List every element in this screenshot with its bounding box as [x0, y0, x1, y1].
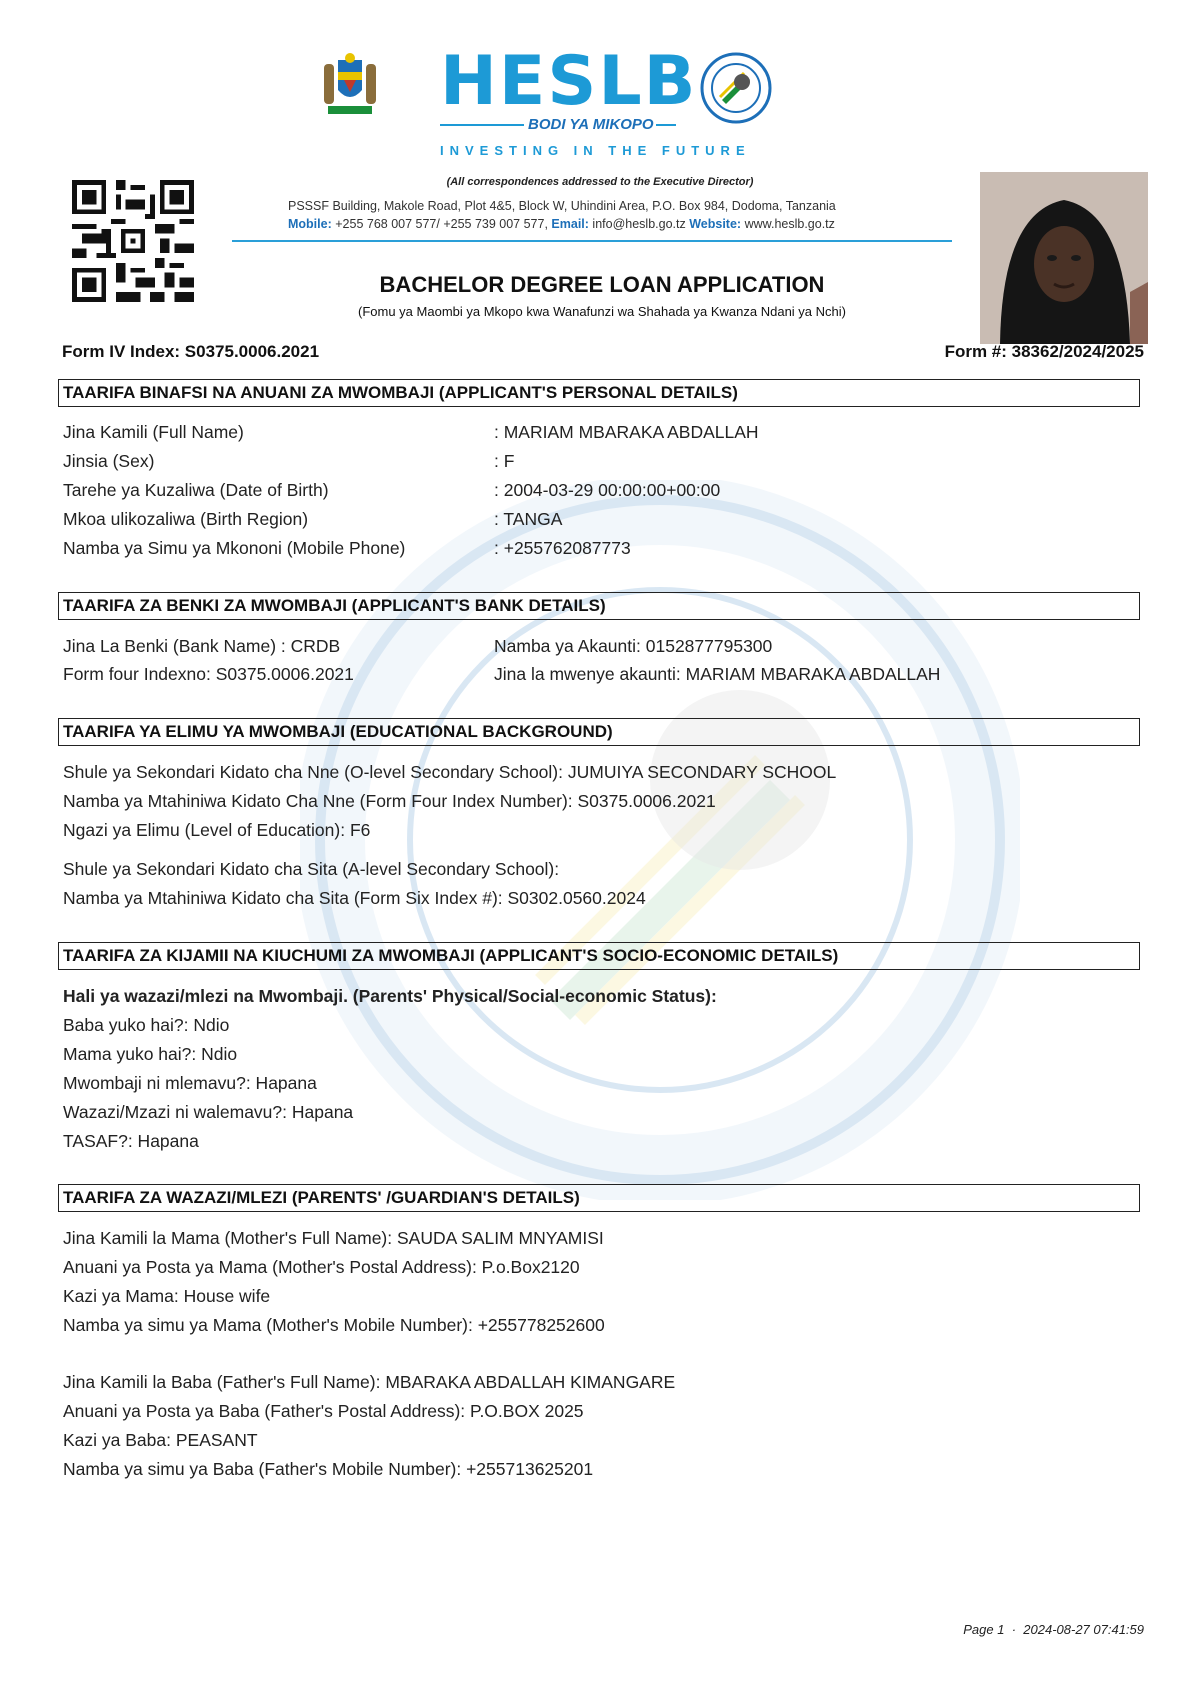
birth-region-value: : TANGA — [494, 509, 563, 529]
print-timestamp: 2024-08-27 07:41:59 — [1023, 1622, 1144, 1637]
logo-subtext: BODI YA MIKOPO — [528, 116, 654, 133]
father-mobile: Namba ya simu ya Baba (Father's Mobile Number): +255713625201 — [63, 1459, 594, 1479]
mother-full-name: Jina Kamili la Mama (Mother's Full Name): SAUDA SALIM MNYAMISI — [63, 1228, 604, 1248]
dob-label: Tarehe ya Kuzaliwa (Date of Birth) — [63, 480, 329, 500]
mother-alive: Mama yuko hai?: Ndio — [63, 1044, 238, 1064]
father-alive: Baba yuko hai?: Ndio — [63, 1015, 230, 1035]
contact-line — [288, 217, 835, 231]
correspondence-note: (All correspondences addressed to the Executive Director) — [446, 176, 754, 188]
seal-logo-icon — [700, 52, 772, 124]
section-socio-economic: TAARIFA ZA KIJAMII NA KIUCHUMI ZA MWOMBAJI (APPLICANT'S SOCIO-ECONOMIC DETAILS) — [58, 942, 1140, 970]
account-holder: Jina la mwenye akaunti: MARIAM MBARAKA ABDALLAH — [494, 664, 941, 684]
applicant-disabled: Mwombaji ni mlemavu?: Hapana — [63, 1073, 317, 1093]
section-bank-details: TAARIFA ZA BENKI ZA MWOMBAJI (APPLICANT'S BANK DETAILS) — [58, 592, 1140, 620]
bank-indexno: Form four Indexno: S0375.0006.2021 — [63, 664, 354, 684]
olevel-school: Shule ya Sekondari Kidato cha Nne (O-level Secondary School): JUMUIYA SECONDARY SCHOOL — [63, 762, 837, 782]
mobile-phone-label: Namba ya Simu ya Mkononi (Mobile Phone) — [63, 538, 406, 558]
form-six-index: Namba ya Mtahiniwa Kidato cha Sita (Form Six Index #): S0302.0560.2024 — [63, 888, 646, 908]
birth-region-label: Mkoa ulikozaliwa (Birth Region) — [63, 509, 309, 529]
father-full-name: Jina Kamili la Baba (Father's Full Name): MBARAKA ABDALLAH KIMANGARE — [63, 1372, 676, 1392]
socio-subheading: Hali ya wazazi/mlezi na Mwombaji. (Parents' Physical/Social-economic Status): — [63, 986, 717, 1006]
form-number: Form #: 38362/2024/2025 — [944, 342, 1144, 361]
tagline: INVESTING IN THE FUTURE — [440, 143, 751, 158]
alevel-school: Shule ya Sekondari Kidato cha Sita (A-level Secondary School): — [63, 859, 560, 879]
mother-mobile: Namba ya simu ya Mama (Mother's Mobile Number): +255778252600 — [63, 1315, 605, 1335]
bank-name: Jina La Benki (Bank Name) : CRDB — [63, 636, 341, 656]
form-subtitle: (Fomu ya Maombi ya Mkopo kwa Wanafunzi wa Shahada ya Kwanza Ndani ya Nchi) — [358, 304, 846, 319]
heslb-logo: HESLB — [440, 42, 698, 121]
section-parents: TAARIFA ZA WAZAZI/MLEZI (PARENTS' /GUARDIAN'S DETAILS) — [58, 1184, 1140, 1212]
tasaf-status: TASAF?: Hapana — [63, 1131, 199, 1151]
mother-postal-address: Anuani ya Posta ya Mama (Mother's Postal Address): P.o.Box2120 — [63, 1257, 580, 1277]
parents-disabled: Wazazi/Mzazi ni walemavu?: Hapana — [63, 1102, 354, 1122]
dob-value: : 2004-03-29 00:00:00+00:00 — [494, 480, 721, 500]
email-link[interactable]: info@heslb.go.tz — [592, 217, 686, 231]
section-education: TAARIFA YA ELIMU YA MWOMBAJI (EDUCATIONAL BACKGROUND) — [58, 718, 1140, 746]
page-number: Page 1 — [963, 1622, 1005, 1637]
section-personal-details: TAARIFA BINAFSI NA ANUANI ZA MWOMBAJI (APPLICANT'S PERSONAL DETAILS) — [58, 379, 1140, 407]
page-footer — [963, 1622, 1144, 1637]
header-divider — [232, 240, 952, 242]
full-name-value: : MARIAM MBARAKA ABDALLAH — [494, 422, 759, 442]
office-address: PSSSF Building, Makole Road, Plot 4&5, Block W, Uhindini Area, P.O. Box 984, Dodoma, Tanzania — [288, 199, 836, 213]
website-link[interactable]: www.heslb.go.tz — [744, 217, 835, 231]
website-label: Website: — [689, 217, 742, 231]
watermark-seal — [300, 480, 1020, 1200]
sex-value: : F — [494, 451, 515, 471]
footer-separator: · — [1011, 1622, 1017, 1637]
coat-of-arms-icon — [320, 50, 380, 118]
mobile-numbers: +255 768 007 577/ +255 739 007 577, — [335, 217, 548, 231]
father-occupation: Kazi ya Baba: PEASANT — [63, 1430, 258, 1450]
email-label: Email: — [551, 217, 589, 231]
form-four-index: Namba ya Mtahiniwa Kidato Cha Nne (Form Four Index Number): S0375.0006.2021 — [63, 791, 716, 811]
mobile-label: Mobile: — [288, 217, 332, 231]
education-level: Ngazi ya Elimu (Level of Education): F6 — [63, 820, 371, 840]
mother-occupation: Kazi ya Mama: House wife — [63, 1286, 271, 1306]
form-title: BACHELOR DEGREE LOAN APPLICATION — [379, 272, 825, 297]
form-iv-index: Form IV Index: S0375.0006.2021 — [62, 342, 320, 361]
mobile-phone-value: : +255762087773 — [494, 538, 631, 558]
applicant-photo — [980, 172, 1148, 344]
sex-label: Jinsia (Sex) — [63, 451, 155, 471]
account-number: Namba ya Akaunti: 0152877795300 — [494, 636, 773, 656]
qr-code-icon — [72, 180, 194, 302]
full-name-label: Jina Kamili (Full Name) — [63, 422, 244, 442]
father-postal-address: Anuani ya Posta ya Baba (Father's Postal Address): P.O.BOX 2025 — [63, 1401, 584, 1421]
